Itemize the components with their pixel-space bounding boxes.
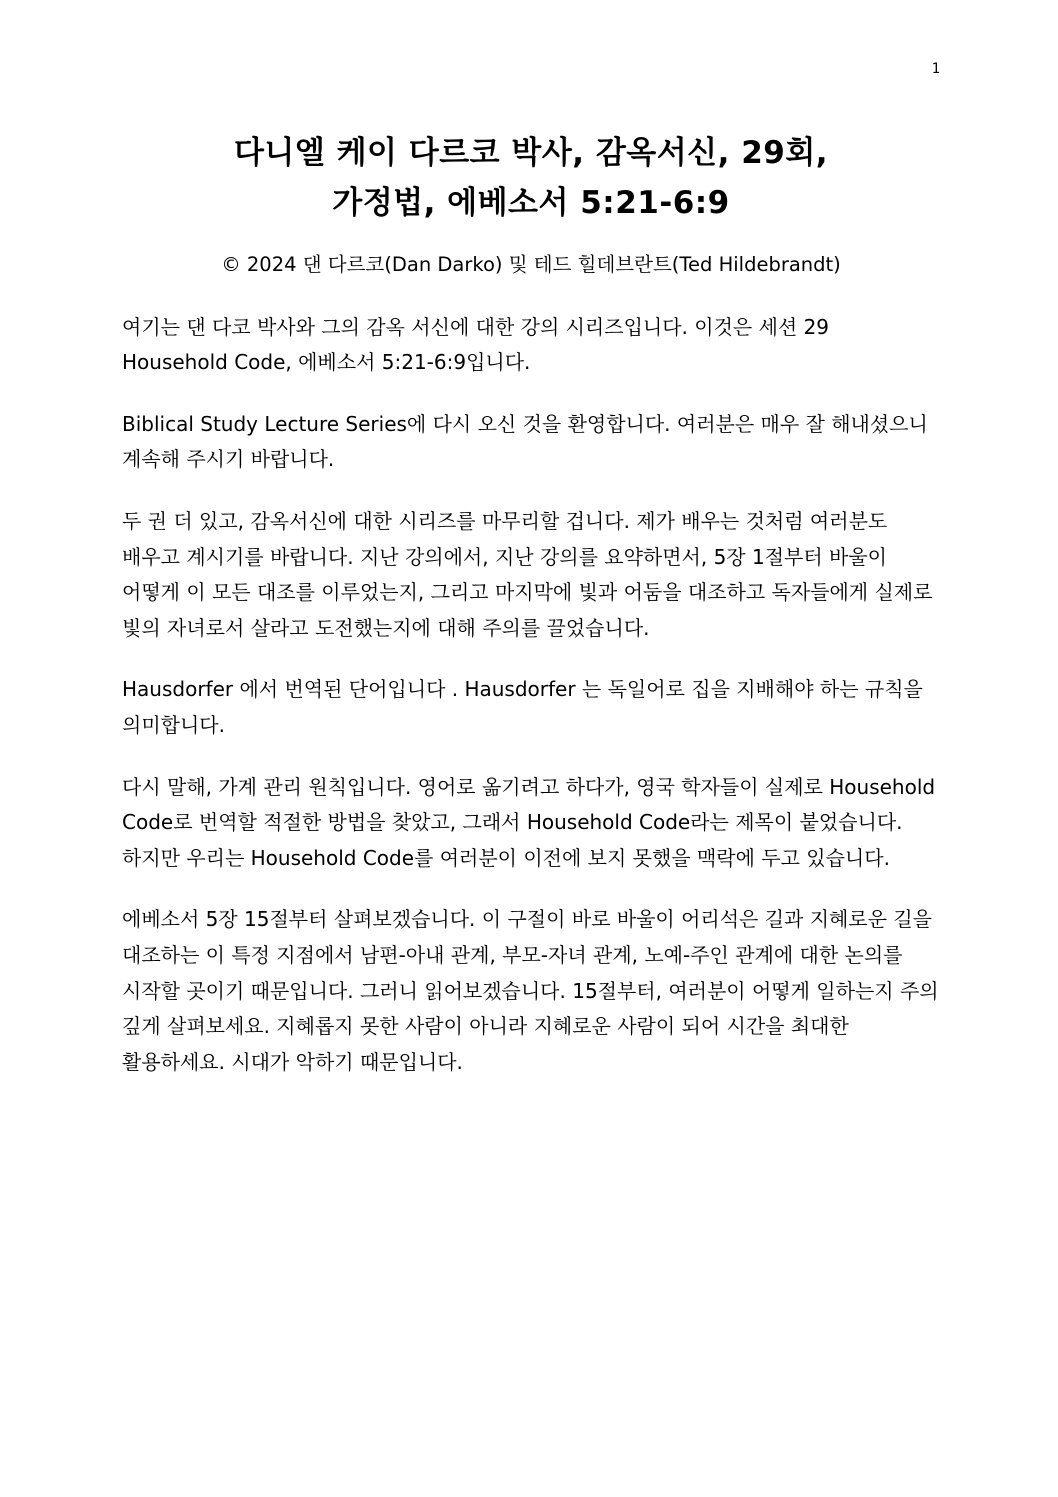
copyright-notice: © 2024 댄 다르코(Dan Darko) 및 테드 힐데브란트(Ted Hildebrandt)	[221, 253, 841, 277]
paragraph: 두 권 더 있고, 감옥서신에 대한 시리즈를 마무리할 겁니다. 제가 배우는 것처럼 여러분도 배우고 계시기를 바랍니다. 지난 강의에서, 지난 강의를 요약하면서, 5장 1절부터 바울이 어떻게 이 모든 대조를 이루었는지, 그리고 마지막에 빛과 어둠을 대조하고 독자들에게 실제로 빛의 자녀로서 살라고 도전했는지에 대해 주의를 끌었습니다.	[122, 509, 933, 640]
body-text	[122, 280, 940, 1081]
paragraph: Hausdorfer 에서 번역된 단어입니다 . Hausdorfer 는 독일어로 집을 지배해야 하는 규칙을 의미합니다.	[122, 677, 923, 738]
page-number: 1	[931, 61, 940, 77]
paragraph: 여기는 댄 다코 박사와 그의 감옥 서신에 대한 강의 시리즈입니다. 이것은 세션 29 Household Code, 에베소서 5:21-6:9입니다.	[122, 314, 830, 375]
paragraph: Biblical Study Lecture Series에 다시 오신 것을 환영합니다. 여러분은 매우 잘 해내셨으니 계속해 주시기 바랍니다.	[122, 411, 928, 472]
paragraph: 다시 말해, 가계 관리 원칙입니다. 영어로 옮기려고 하다가, 영국 학자들이 실제로 Household Code로 번역할 적절한 방법을 찾았고, 그래서 Household Code라는 제목이 붙었습니다. 하지만 우리는 Household Code를 여러분이 이전에 보지 못했을 맥락에 두고 있습니다.	[122, 774, 936, 870]
page-title	[122, 60, 940, 228]
page-title-line-2: 가정법, 에베소서 5:21-6:9	[332, 185, 730, 222]
page-title-line-1: 다니엘 케이 다르코 박사, 감옥서신, 29회,	[233, 135, 829, 171]
paragraph: 에베소서 5장 15절부터 살펴보겠습니다. 이 구절이 바로 바울이 어리석은 길과 지혜로운 길을 대조하는 이 특정 지점에서 남편-아내 관계, 부모-자녀 관계, 노예-주인 관계에 대한 논의를 시작할 곳이기 때문입니다. 그러니 읽어보겠습니다. 15절부터, 여러분이 어떻게 일하는지 주의 깊게 살펴보세요. 지혜롭지 못한 사람이 아니라 지혜로운 사람이 되어 시간을 최대한 활용하세요. 시대가 악하기 때문입니다.	[122, 907, 939, 1074]
